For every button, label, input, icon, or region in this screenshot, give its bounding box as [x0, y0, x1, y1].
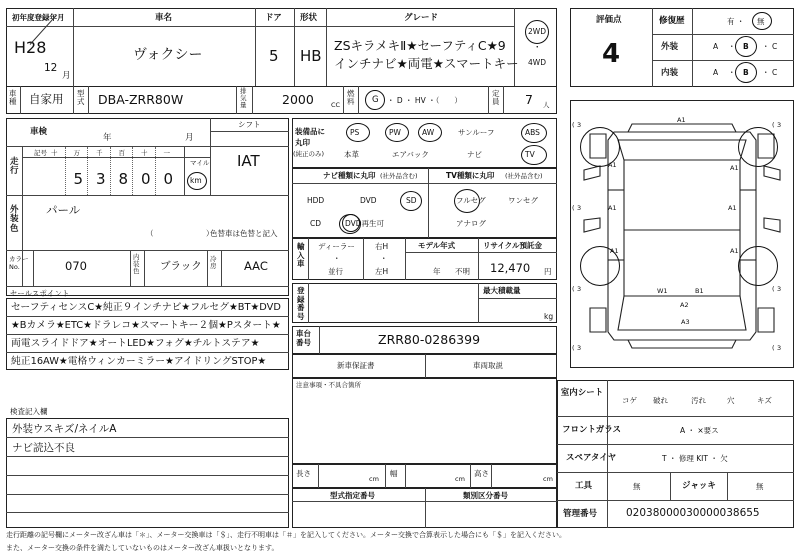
wheel-1: [738, 127, 778, 167]
equip-label-1: 装備品に: [295, 127, 325, 136]
odometer-digit-header: 千: [96, 149, 103, 157]
equip-label-2: 丸印: [295, 138, 310, 147]
mgmt-number: 02038000030000038655: [626, 507, 760, 519]
drive-dot: ・: [533, 43, 542, 53]
diagram-label-w1: W1: [657, 287, 668, 295]
shift-header: シフト: [238, 120, 261, 129]
jack-header: ジャッキ: [682, 481, 716, 491]
grade-dot: ・: [728, 68, 736, 77]
diagram-label-a2: A2: [680, 301, 689, 309]
tv-item-1: ワンセグ: [508, 196, 538, 205]
tv-title: TV種類に丸印: [446, 171, 495, 180]
dims-box: [292, 464, 557, 488]
odometer-digit-header: 十: [141, 149, 148, 157]
odometer-digit-header: 一: [163, 149, 170, 157]
diagram-three: 3: [777, 285, 782, 293]
jack-value: 無: [756, 482, 764, 491]
diagram-three: 3: [577, 204, 582, 212]
chassis-label: 車台番号: [296, 329, 311, 347]
footer-line-2: また、メーター交換の条件を満たしていないものはメーター改ざん車扱いとなります。: [6, 544, 279, 552]
load-unit: kg: [544, 312, 554, 321]
disp: 2000: [282, 92, 314, 107]
grade-dot: ・: [762, 42, 770, 51]
interior-seat-item: コゲ: [622, 396, 637, 405]
inspect-line-1: 外装ウスキズ/ネイルA: [12, 423, 117, 435]
interior-color-header: 内装色: [133, 253, 140, 275]
grade-header: グレード: [404, 13, 439, 23]
wheel-3: [738, 246, 778, 286]
diagram-three: 3: [577, 121, 582, 129]
reg-label: 登録番号: [297, 286, 305, 321]
diagram-label-a1: A1: [677, 116, 686, 124]
odometer-digit: 5: [73, 170, 84, 188]
odometer-digit-header: 百: [118, 149, 125, 157]
interior-seat-header: 室内シート: [560, 388, 604, 398]
diagram-three: 3: [777, 121, 782, 129]
reg-month: 12: [44, 62, 58, 74]
navi-title: ナビ種類に丸印: [323, 171, 376, 180]
shape: HB: [300, 47, 322, 65]
equip-item-7: ナビ: [467, 150, 482, 159]
footer-line-1: 走行距離の記号欄にメーター改ざん車は「＊」、メーター交換車は「＄」、走行不明車は「＃」を記入してください。メーター交換で合算表示した場合にも「＄」を記入ください。: [6, 531, 566, 539]
warranty-new: 新車保証書: [337, 361, 375, 370]
spare-value: T ・ 修理 KIT ・ 欠: [662, 454, 728, 463]
grade-dot: ・: [762, 68, 770, 77]
use: 自家用: [29, 92, 64, 106]
odometer-digit: 3: [96, 170, 106, 188]
equip-item-1: PW: [389, 128, 401, 137]
import-label: 輸入車: [297, 242, 305, 269]
navi-item-4: DVD再生可: [345, 219, 385, 228]
mile-label: マイル: [190, 159, 210, 167]
doors: 5: [269, 47, 279, 65]
diagram-paren: (: [772, 121, 775, 129]
recycle-unit: 円: [544, 267, 552, 276]
grade-line-2: インチナビ★両電★スマートキー: [334, 56, 519, 71]
disp-unit: CC: [331, 101, 341, 109]
diagram-paren: (: [572, 344, 575, 352]
color-label: 外装色: [10, 205, 19, 234]
mileage-label: 走行: [10, 157, 19, 177]
ext-header: 外装: [661, 42, 679, 52]
spare-header: スペアタイヤ: [566, 453, 617, 463]
color-value: パール: [46, 203, 81, 217]
odometer-digit: 0: [163, 170, 174, 188]
inspect-line-2: ナビ読込不良: [12, 442, 75, 454]
inspection-month-unit: 月: [185, 133, 194, 143]
ac-header: 冷房: [210, 255, 217, 271]
repair-options: 有 ・: [727, 17, 745, 26]
recycle-value: 12,470: [490, 261, 531, 275]
sales-line-1: セーフティセンスC★純正９インチナビ★フルセグ★BT★DVD: [11, 302, 281, 313]
int-header: 内装: [661, 68, 679, 78]
score-label: 評価点: [596, 15, 622, 25]
shift: IAT: [237, 152, 260, 170]
tools-header: 工具: [575, 481, 593, 491]
odometer-digit: 0: [141, 170, 151, 188]
sales-line-2: ★Bカメラ★ETC★ドラレコ★スマートキー２個★Pスタート★: [11, 320, 281, 331]
mgmt-header: 管理番号: [563, 509, 598, 519]
interior-seat-item: 穴: [727, 396, 735, 405]
diagram-three: 3: [577, 344, 582, 352]
diagram-label-a1: A1: [730, 247, 739, 255]
cap: 7: [525, 92, 533, 107]
len-label: 長さ: [296, 469, 311, 478]
notes-box: [292, 378, 557, 464]
diagram-three: 3: [777, 344, 782, 352]
diagram-label-a1: A1: [608, 204, 617, 212]
inspection-year-unit: 年: [103, 133, 112, 143]
glass-header: フロントガラス: [562, 425, 621, 435]
import-dot-2: ・: [380, 254, 388, 263]
car-name-header: 車名: [155, 13, 173, 23]
diagram-label-a3: A3: [681, 318, 690, 326]
glass-value: A ・ ×要ス: [680, 426, 719, 435]
import-left: 左H: [375, 267, 389, 276]
diagram-paren: (: [772, 344, 775, 352]
model-header: 型式: [77, 89, 85, 107]
km-label: km: [190, 176, 202, 185]
equip-item-0: PS: [350, 128, 360, 137]
tv-sub: (社外品含む): [505, 172, 543, 180]
grade-line-1: ZSキラメキⅡ★セーフティC★9: [334, 38, 506, 53]
diagram-paren: (: [572, 285, 575, 293]
grade-b: B: [743, 42, 749, 51]
repair-header: 修復歴: [659, 16, 685, 26]
wid-label: 幅: [390, 469, 398, 478]
model: DBA-ZRR80W: [98, 92, 184, 107]
doors-header: ドア: [265, 13, 282, 23]
import-dealer: ディーラー: [318, 242, 355, 251]
equip-item-8: TV: [525, 150, 535, 159]
interior-seat-item: 汚れ: [691, 396, 706, 405]
inspect-label: 検査記入欄: [10, 407, 48, 416]
reg-year-header: 初年度登録年月: [12, 13, 65, 22]
inspection-label: 車検: [30, 127, 48, 137]
recycle-header: リサイクル預託金: [483, 241, 542, 250]
navi-sub: (社外品含む): [380, 172, 418, 180]
diagram-label-a1: A1: [608, 161, 617, 169]
chassis-number: ZRR80-0286399: [378, 332, 481, 347]
navi-item-2: SD: [406, 196, 417, 205]
navi-item-0: HDD: [307, 196, 325, 205]
repair-none: 無: [757, 17, 765, 26]
len-unit: cm: [369, 475, 379, 483]
cert-type: 型式指定番号: [330, 491, 375, 500]
grade-b: B: [743, 68, 749, 77]
grade-c: C: [772, 68, 778, 77]
cap-header: 定員: [492, 89, 500, 107]
diagram-label-a1: A1: [610, 247, 619, 255]
warranty-manual: 車両取説: [473, 361, 503, 370]
interior-color: ブラック: [160, 260, 202, 272]
cap-unit: 人: [543, 101, 550, 109]
grade-a: A: [713, 42, 719, 51]
navi-dvd-circle: [342, 214, 360, 232]
diagram-paren: (: [572, 204, 575, 212]
color-code-header: カラーNo.: [9, 255, 29, 271]
model-year-header: モデル年式: [418, 241, 456, 250]
shape-header: 形状: [300, 13, 318, 23]
tv-item-0: フルセグ: [456, 196, 486, 205]
equip-item-5: 本革: [344, 150, 359, 159]
color-code: 070: [65, 259, 87, 273]
diagram-label-a1: A1: [730, 164, 739, 172]
color-note-paren: （ ）: [146, 229, 214, 238]
fuel-header: 燃料: [347, 89, 355, 107]
interior-seat-item: 破れ: [653, 396, 668, 405]
import-parallel: 並行: [328, 267, 343, 276]
diagram-paren: (: [572, 121, 575, 129]
grade-c: C: [772, 42, 778, 51]
grade-dot: ・: [728, 42, 736, 51]
grade-a: A: [713, 68, 719, 77]
equip-item-6: エアバック: [392, 150, 429, 159]
equip-item-2: AW: [422, 128, 435, 137]
drive-4wd: 4WD: [528, 58, 546, 67]
equip-item-4: ABS: [525, 128, 540, 137]
use-header: 車種: [9, 89, 17, 107]
model-year-unit: 年: [433, 267, 441, 276]
equip-item-3: サンルーフ: [458, 128, 495, 137]
mileage-sign-header: 記号: [34, 149, 47, 157]
odometer-digit-header: 万: [73, 149, 80, 157]
odometer-digit-header: 十: [51, 149, 58, 157]
car-name: ヴォクシー: [133, 47, 203, 63]
tv-item-2: アナログ: [456, 219, 486, 228]
odometer-digit: 8: [118, 170, 129, 188]
reg-era-year: H28: [14, 38, 47, 57]
fuel-options: ・ D ・ HV ・（ ）: [387, 96, 462, 105]
tools-value: 無: [633, 482, 641, 491]
import-right: 右H: [375, 242, 389, 251]
sales-label: セールスポイント: [10, 289, 70, 298]
navi-item-1: DVD: [360, 196, 377, 205]
color-note: 色替車は色替と記入: [210, 229, 278, 238]
interior-seat-item: キズ: [757, 396, 772, 405]
reg-month-unit: 月: [62, 71, 71, 81]
load-header: 最大積載量: [483, 286, 521, 295]
notes-label: 注意事項・不具合箇所: [296, 381, 361, 389]
equip-label-3: (純正のみ): [293, 150, 325, 158]
ac: AAC: [244, 259, 268, 273]
model-year-value: 不明: [455, 267, 470, 276]
diagram-label-a1: A1: [728, 204, 737, 212]
disp-header: 排気量: [240, 87, 247, 109]
diagram-paren: (: [772, 285, 775, 293]
fuel-g: G: [372, 95, 379, 105]
score-value: 4: [602, 39, 621, 69]
hgt-unit: cm: [543, 475, 553, 483]
cert-class: 類別区分番号: [463, 491, 508, 500]
wid-unit: cm: [455, 475, 465, 483]
navi-item-3: CD: [310, 219, 322, 228]
import-dot: ・: [333, 254, 341, 263]
diagram-label-b1: B1: [695, 287, 704, 295]
diagram-three: 3: [577, 285, 582, 293]
hgt-label: 高さ: [474, 469, 489, 478]
drive-2wd: 2WD: [528, 27, 546, 36]
sales-line-4: 純正16AW★電格ウィンカーミラー★アイドリングSTOP★: [11, 356, 267, 367]
sales-line-3: 両電スライドドア★オートLED★フォグ★チルトステア★: [11, 338, 260, 349]
